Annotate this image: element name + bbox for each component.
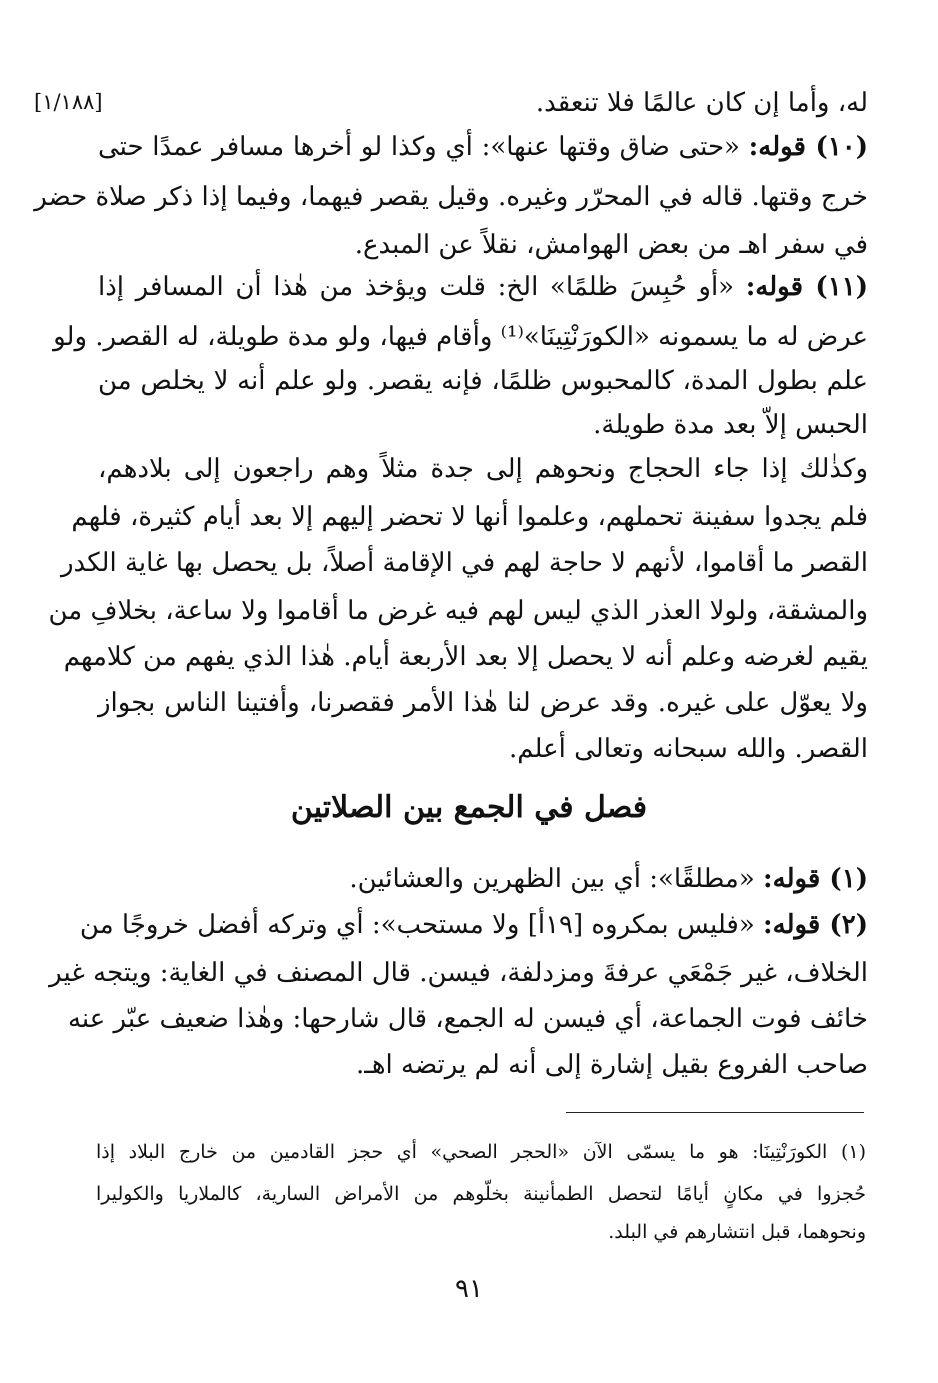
text-line: والمشقة، ولولا العذر الذي ليس لهم فيه غرض ما أقاموا ولا ساعة، بخلافِ من <box>48 596 868 626</box>
page-number: ٩١ <box>455 1274 483 1304</box>
text-line: فلم يجدوا سفينة تحملهم، وعلموا أنها لا تحضر إليهم إلا بعد أيام كثيرة، فلهم <box>71 502 868 532</box>
footnote-line: ونحوهما، قبل انتشارهم في البلد. <box>608 1221 866 1243</box>
text-line: وكذٰلك إذا جاء الحجاج ونحوهم إلى جدة مثلاً وهم راجعون إلى بلادهم، <box>98 454 868 484</box>
text-line: (٢) قوله: «فليس بمكروه [١٩أ] ولا مستحب»: أي وتركه أفضل خروجًا من <box>79 910 868 940</box>
text-line: القصر. والله سبحانه وتعالى أعلم. <box>508 734 868 764</box>
text-line: خائف فوت الجماعة، أي فيسن له الجمع، قال شارحها: وهٰذا ضعيف عبّر عنه <box>67 1004 868 1034</box>
footnote-divider <box>566 1112 864 1113</box>
text-line: خرج وقتها. قاله في المحرّر وغيره. وقيل يقصر فيهما، وفيما إذا ذكر صلاة حضر <box>34 182 868 212</box>
text-line: يقيم لغرضه وعلم أنه لا يحصل إلا بعد الأربعة أيام. هٰذا الذي يفهم من كلامهم <box>63 642 868 672</box>
text-line: له، وأما إن كان عالمًا فلا تنعقد. <box>535 88 868 118</box>
text-line: الحبس إلاّ بعد مدة طويلة. <box>593 410 868 440</box>
text-line: القصر ما أقاموا، لأنهم لا حاجة لهم في الإقامة أصلاً، بل يحصل بها غاية الكدر <box>61 548 868 578</box>
folio-reference: [١/١٨٨] <box>34 90 103 114</box>
text-line: علم بطول المدة، كالمحبوس ظلمًا، فإنه يقصر. ولو علم أنه لا يخلص من <box>98 366 868 396</box>
text-line: (١٠) قوله: «حتى ضاق وقتها عنها»: أي وكذا لو أخرها مسافر عمدًا حتى <box>98 132 868 162</box>
text-line: في سفر اهـ من بعض الهوامش، نقلاً عن المبدع. <box>354 230 868 260</box>
footnote-line: (١) الكورَنْتِينَا: هو ما يسمّى الآن «الحجر الصحي» أي حجز القادمين من خارج البلاد إذا <box>96 1141 866 1163</box>
text-line: الخلاف، غير جَمْعَي عرفةَ ومزدلفة، فيسن. قال المصنف في الغاية: ويتجه غير <box>49 958 868 988</box>
text-line: (١١) قوله: «أو حُبِسَ ظلمًا» الخ: قلت ويؤخذ من هٰذا أن المسافر إذا <box>98 272 868 302</box>
text-line: صاحب الفروع بقيل إشارة إلى أنه لم يرتضه اهـ. <box>355 1050 868 1080</box>
text-line: ولا يعوّل على غيره. وقد عرض لنا هٰذا الأمر فقصرنا، وأفتينا الناس بجواز <box>98 688 868 718</box>
footnote-line: حُجزوا في مكانٍ أيامًا لتحصل الطمأنينة بخلّوهم من الأمراض السارية، كالملاريا والكوليرا <box>96 1183 866 1205</box>
text-line: (١) قوله: «مطلقًا»: أي بين الظهرين والعشائين. <box>349 864 868 894</box>
section-heading: فصل في الجمع بين الصلاتين <box>290 790 648 825</box>
text-line: عرض له ما يسمونه «الكورَنْتِينَا»⁽¹⁾ وأقام فيها، ولو مدة طويلة، له القصر. ولو <box>53 322 868 352</box>
